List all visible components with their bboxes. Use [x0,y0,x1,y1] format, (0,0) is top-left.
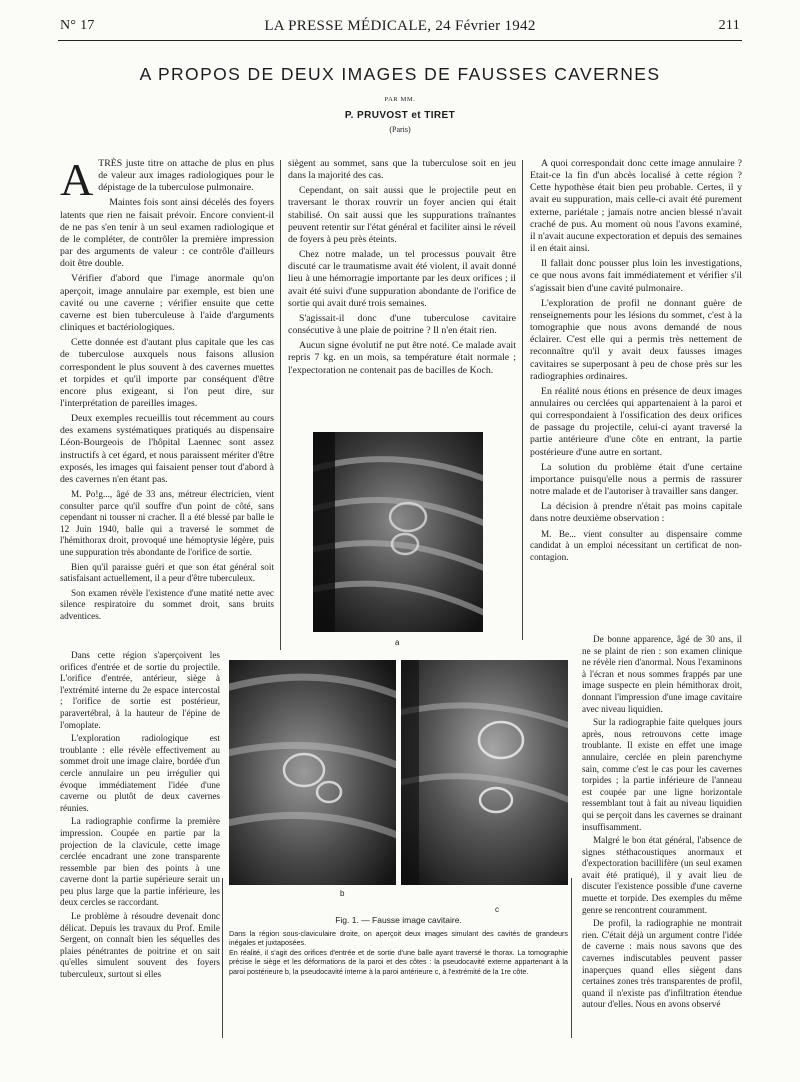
paragraph: Aucun signe évolutif ne put être noté. Ce malade avait repris 7 kg. en un mois, sa température était normale ; l'expectoration ne contenait pas de bacilles de Koch. [288,340,516,376]
column-2 [288,158,516,380]
paragraph: L'exploration radiologique est troublante : elle révèle effectivement au sommet droit une image claire, bordée d'un cercle annulaire un peu irrégulier qui évoque immédiatement l'idée d'une caverne ou plutôt de deux cavernes réunies. [60,733,220,813]
drop-cap: A [60,154,94,205]
article-title: A PROPOS DE DEUX IMAGES DE FAUSSES CAVERNES [139,64,661,84]
column-3 [530,158,742,566]
paragraph: M. Po!g..., âgé de 33 ans, métreur électricien, vient consulter parce qu'il souffre d'un point de côté, sans cependant ni tousser ni cracher. Il a été blessé par balle le 12 Juin 1940, balle qui a traversé le sommet de l'hémithorax droit, provoqué une hémoptysie légère, puis une suppuration très abondante de l'orifice de sortie. [60,489,274,558]
paragraph: Malgré le bon état général, l'absence de signes stéthacoustiques anormaux et d'expectoration bacillifère (un seul examen avait été pratiqué), il y avait lieu de discuter l'existence possible d'une caverne muette et torpide. Des exemples du même genre se rencontrent couramment. [582,835,742,915]
paragraph: Deux exemples recueillis tout récemment au cours des examens systématiques pratiqués au dispensaire Léon-Bourgeois de l'hôpital Laennec sont assez instructifs à cet égard, et nous paraissent mériter d'être exposés, les images qui faisaient penser tout d'abord à des cavernes n'en étant pas. [60,413,274,485]
paragraph: Cependant, on sait aussi que le projectile peut en traversant le thorax rouvrir un foyer ancien qui était stabilisé. On sait aussi que les suppurations traînantes peuvent retentir sur l'état général et faciliter ainsi le réveil de foyers à peu près éteints. [288,185,516,245]
authors: P. PRUVOST et TIRET [344,110,456,121]
paragraph: La décision à prendre n'était pas moins capitale dans notre deuxième observation : [530,501,742,525]
figure-label-a: a [395,638,400,647]
paragraph: A quoi correspondait donc cette image annulaire ? Etait-ce la fin d'un abcès localisé à cette région ? Cette hypothèse était bien peu probable. Certes, il y avait eu suppuration, mais celle-ci avait été purement externe, pariétale ; jamais notre ancien blessé n'avait craché de pus. Au moment où nous l'avons examiné, il n'avait aucune expectoration et depuis des semaines il en était ainsi. [530,158,742,255]
paragraph: M. Be... vient consulter au dispensaire comme candidat à un emploi nécessitant un certificat de non-contagion. [530,528,742,562]
issue-number: N° 17 [60,18,95,33]
paragraph: Cette donnée est d'autant plus capitale que les cas de tuberculose auxquels nous faisons allusion correspondent le plus souvent à des cavernes muettes et torpides et qu'il importe par conséquent d'être encore plus exigeant, si l'on peut dire, sur l'interprétation de pareilles images. [60,337,274,409]
paragraph: La solution du problème était d'une certaine importance puisqu'elle nous a permis de rassurer notre malade et de l'autoriser à travailler sans danger. [530,461,742,498]
paragraph: Maintes fois sont ainsi décelés des foyers latents que rien ne faisait prévoir. Encore convient-il de ne pas s'en tenir à un seul examen radiologique et de le compléter, de contrôler la première impression par des arguments de valeur : ce contrôle d'ailleurs doit être double. [60,197,274,270]
figure-caption: Fig. 1. — Fausse image cavitaire. [335,915,462,925]
figure-legend [229,929,568,976]
paragraph: Chez notre malade, un tel processus pouvait être discuté car le traumatisme avait été violent, il avait donné lieu à une hémorragie importante par les deux orifices ; il avait été suivi d'une suppuration abondante de l'orifice de sortie qui avait duré trois semaines. [288,249,516,309]
column-1-narrow [60,650,220,983]
paragraph: La radiographie confirme la première impression. Coupée en partie par la projection de la clavicule, cette image cerclée encadrant une zone transparente ressemble par bien des points à une caverne dont la partie supérieure serait un peu plus large que la partie inférieure, les deux cercles se raccordant. [60,816,220,908]
paragraph: TRÈS juste titre on attache de plus en plus de valeur aux images radiologiques pour le dépistage de la tuberculose pulmonaire. [98,158,274,194]
paragraph: Le problème à résoudre devenait donc délicat. Depuis les travaux du Prof. Emile Sergent, on connaît bien les séquelles des plaies pénétrantes de poitrine et on sait qu'elles simulent souvent des foyers tuberculeux, surtout si elles [60,911,220,980]
paragraph: Vérifier d'abord que l'image anormale qu'on aperçoit, image annulaire par exemple, est bien une cavité ou une caverne ; vérifier ensuite que cette caverne est bien tuberculeuse à l'aide d'arguments cliniques et bactériologiques. [60,273,274,334]
paragraph: De profil, la radiographie ne montrait rien. C'était déjà un argument contre l'idée de caverne : mais nous savons que des cavernes indiscutables peuvent passer inaperçues quand elles siègent dans certaines zones très transparentes de profil, quand il n'existe pas d'infiltration étendue autour d'elles. Nous en avons observé [582,918,742,1010]
page-number: 211 [718,18,740,33]
paragraph: En réalité nous étions en présence de deux images annulaires ou cerclées qui appartenaient à la paroi et qui correspondaient à l'ossification des deux orifices de passage du projectile, celui-ci ayant traversé la partie antérieure d'une côte en entrant, la partie postérieure d'une autre en sortant. [530,385,742,458]
paragraph: Bien qu'il paraisse guéri et que son état général soit satisfaisant actuellement, il a peur d'être tuberculeux. [60,561,274,584]
authors-prefix: PAR MM. [384,96,416,103]
figure-label-c: c [495,905,499,914]
column-rule-lower-right [571,878,572,1038]
header-rule [58,40,742,41]
column-1 [60,154,274,626]
paragraph: Il fallait donc pousser plus loin les investigations, ce que nous avons fait immédiatement et vérifier s'il s'agissait bien d'une cavité pulmonaire. [530,258,742,294]
paragraph: siègent au sommet, sans que la tuberculose soit en jeu dans la majorité des cas. [288,158,516,182]
author-city: (Paris) [389,125,411,134]
column-3-narrow [582,634,742,1013]
column-rule-right [522,160,523,640]
paragraph: S'agissait-il donc d'une tuberculose cavitaire consécutive à une plaie de poitrine ? Il n'en était rien. [288,312,516,337]
column-rule-left [280,160,281,650]
paragraph: Son examen révèle l'existence d'une matité nette avec silence respiratoire du sommet droit, sans bruits adventices. [60,587,274,621]
figure-legend-line: Dans la région sous-claviculaire droite, on aperçoit deux images simulant des cavités de grandeurs inégales et juxtaposées. [229,929,568,948]
paragraph: Sur la radiographie faite quelques jours après, nous retrouvons cette image troublante. Il existe en effet une image annulaire, cerclée en plein parenchyme sain, comme c'est le cas pour les cavernes torpides ; la partie inférieure de l'anneau est coupée par une ligne horizontale ressemblant tout à fait au niveau liquidien qui se perçoit dans les cavernes se drainant insuffisamment. [582,717,742,832]
paragraph: Dans cette région s'aperçoivent les orifices d'entrée et de sortie du projectile. L'orifice d'entrée, antérieur, siège à l'extrémité interne du 2e espace intercostal ; l'orifice de sortie est postérieur, paravertébral, à la hauteur de l'épine de l'omoplate. [60,650,220,730]
radiograph-c [401,660,568,885]
column-rule-lower-left [222,878,223,1038]
figure-legend-line: En réalité, il s'agit des orifices d'entrée et de sortie d'une balle ayant traversé le thorax. La tomographie précise le siège et les déformations de la paroi et des côtes : la pseudocavité externe appartenant à la paroi postérieure b, la pseudocavité interne à la paroi antérieure c, à l'extrémité de la 1re côte. [229,947,568,976]
radiograph-b [229,660,396,885]
figure-label-b: b [340,889,345,898]
paragraph: L'exploration de profil ne donnant guère de renseignements pour les lésions du sommet, c'est à la tomographie que nous avons demandé de nous éclairer. C'est elle qui a permis très nettement de reconnaître qu'il y avait deux fausses images cavitaires se superposant à peu de chose près sur les radiographies ordinaires. [530,297,742,382]
running-header: LA PRESSE MÉDICALE, 24 Février 1942 [264,18,536,34]
radiograph-a [313,432,483,632]
paragraph: De bonne apparence, âgé de 30 ans, il ne se plaint de rien : son examen clinique ne révèle rien d'anormal. Nous l'examinons à l'écran et nous sommes frappés par une image suspecte en plein hémithorax droit, donnant l'impression d'une image cavitaire avec niveau liquidien. [582,634,742,714]
